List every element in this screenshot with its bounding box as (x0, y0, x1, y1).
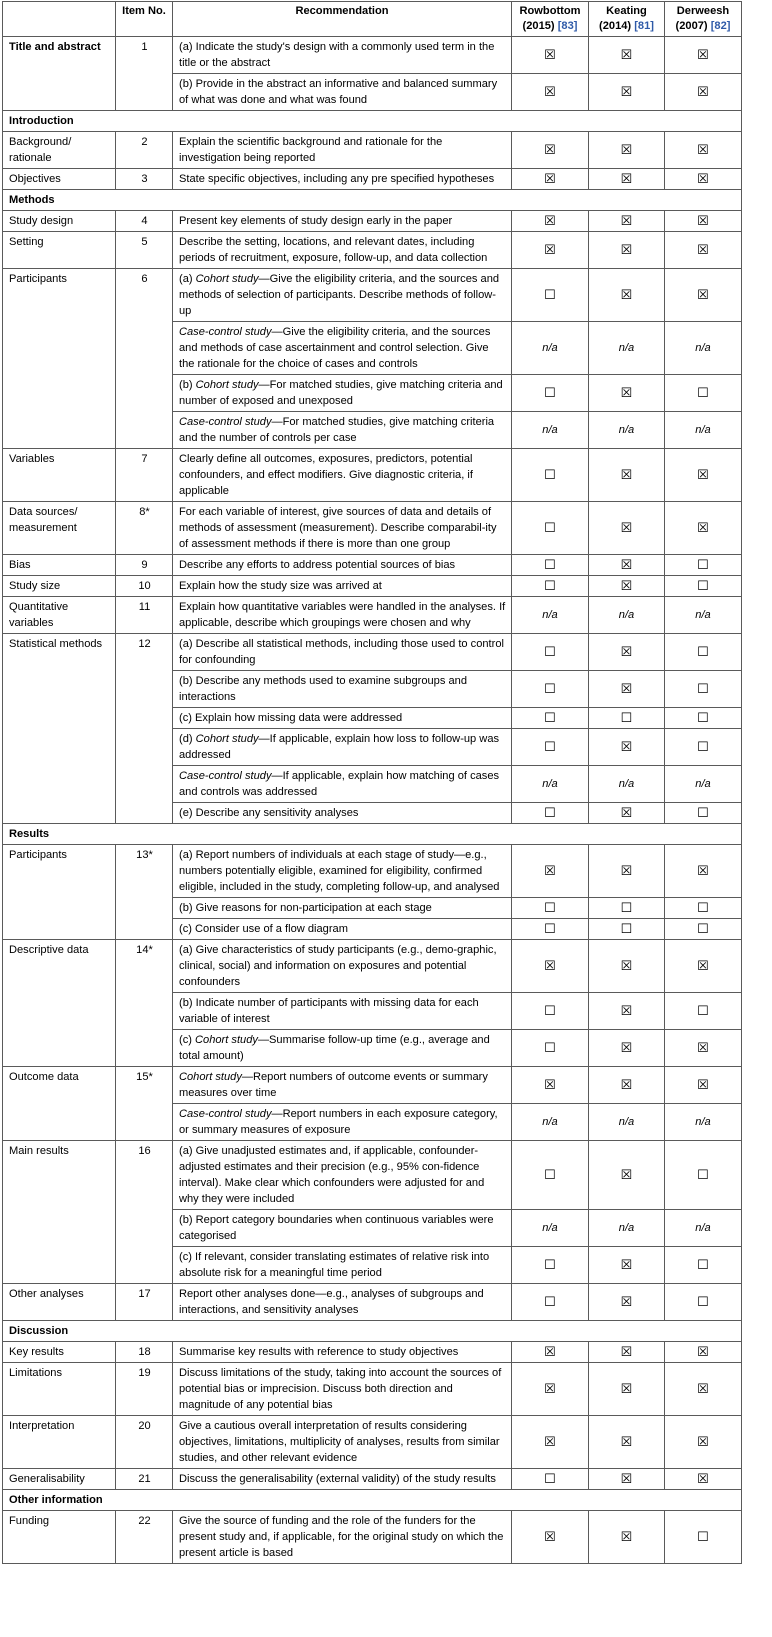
unchecked-box-icon: ☐ (665, 1141, 742, 1210)
recommendation-text: Give a cautious overall interpretation of results considering objectives, limitations, multiplicity of analyses, results from similar studies, and other relevant evidence (173, 1416, 512, 1469)
checked-box-icon: ☒ (665, 211, 742, 232)
not-applicable-mark: n/a (665, 766, 742, 803)
item-name: Key results (3, 1342, 116, 1363)
table-row (3, 132, 742, 169)
recommendation-text: (b) Report category boundaries when continuous variables were categorised (173, 1210, 512, 1247)
item-name: Quantitative variables (3, 597, 116, 634)
item-number: 10 (116, 576, 173, 597)
recommendation-text: (b) Give reasons for non-participation at each stage (173, 898, 512, 919)
unchecked-box-icon: ☐ (665, 898, 742, 919)
recommendation-text: Case-control study—For matched studies, give matching criteria and the number of controls per case (173, 412, 512, 449)
checked-box-icon: ☒ (589, 555, 665, 576)
recommendation-text: Describe any efforts to address potential sources of bias (173, 555, 512, 576)
checked-box-icon: ☒ (589, 1469, 665, 1490)
unchecked-box-icon: ☐ (512, 919, 589, 940)
checked-box-icon: ☒ (589, 1363, 665, 1416)
recommendation-text: (a) Give characteristics of study participants (e.g., demo-graphic, clinical, social) and information on exposures and potential confounders (173, 940, 512, 993)
checked-box-icon: ☒ (665, 1363, 742, 1416)
not-applicable-mark: n/a (665, 322, 742, 375)
recommendation-text: Describe the setting, locations, and relevant dates, including periods of recruitment, exposure, follow-up, and data collection (173, 232, 512, 269)
recommendation-text: (b) Provide in the abstract an informative and balanced summary of what was done and what was found (173, 74, 512, 111)
recommendation-text: (a) Give unadjusted estimates and, if applicable, confounder-adjusted estimates and their precision (e.g., 95% con-fidence interval). Make clear which confounders were adjusted for and why they were included (173, 1141, 512, 1210)
recommendation-text: (a) Describe all statistical methods, including those used to control for confounding (173, 634, 512, 671)
recommendation-text: Discuss the generalisability (external validity) of the study results (173, 1469, 512, 1490)
item-number: 22 (116, 1511, 173, 1564)
unchecked-box-icon: ☐ (512, 1141, 589, 1210)
not-applicable-mark: n/a (589, 1210, 665, 1247)
recommendation-text: Case-control study—Give the eligibility criteria, and the sources and methods of case ascertainment and control selection. Give the rationale for the choice of cases and controls (173, 322, 512, 375)
item-number: 5 (116, 232, 173, 269)
section-header-row (3, 190, 742, 211)
item-number: 9 (116, 555, 173, 576)
table-row (3, 211, 742, 232)
item-name: Generalisability (3, 1469, 116, 1490)
table-row (3, 1284, 742, 1321)
checked-box-icon: ☒ (665, 449, 742, 502)
item-number: 20 (116, 1416, 173, 1469)
checked-box-icon: ☒ (589, 576, 665, 597)
checked-box-icon: ☒ (589, 37, 665, 74)
not-applicable-mark: n/a (512, 1210, 589, 1247)
table-row (3, 1067, 742, 1104)
header-study-rowbottom (512, 2, 589, 37)
checked-box-icon: ☒ (512, 940, 589, 993)
section-header-row (3, 1490, 742, 1511)
not-applicable-mark: n/a (589, 322, 665, 375)
not-applicable-mark: n/a (665, 597, 742, 634)
table-row (3, 845, 742, 898)
section-title: Methods (3, 190, 742, 211)
study-author: Derweesh (676, 5, 730, 17)
recommendation-text: Cohort study—Report numbers of outcome events or summary measures over time (173, 1067, 512, 1104)
table-row (3, 1342, 742, 1363)
unchecked-box-icon: ☐ (512, 1030, 589, 1067)
checked-box-icon: ☒ (589, 1511, 665, 1564)
unchecked-box-icon: ☐ (512, 993, 589, 1030)
table-row (3, 232, 742, 269)
unchecked-box-icon: ☐ (512, 502, 589, 555)
unchecked-box-icon: ☐ (665, 708, 742, 729)
item-number: 8* (116, 502, 173, 555)
item-number: 14* (116, 940, 173, 1067)
checked-box-icon: ☒ (589, 729, 665, 766)
table-row (3, 269, 742, 322)
checked-box-icon: ☒ (589, 449, 665, 502)
unchecked-box-icon: ☐ (665, 1284, 742, 1321)
unchecked-box-icon: ☐ (512, 1469, 589, 1490)
item-number: 6 (116, 269, 173, 449)
header-recommendation: Recommendation (173, 2, 512, 37)
section-title: Other information (3, 1490, 742, 1511)
checked-box-icon: ☒ (589, 132, 665, 169)
not-applicable-mark: n/a (665, 1104, 742, 1141)
table-body (3, 37, 742, 1564)
recommendation-text: Summarise key results with reference to study objectives (173, 1342, 512, 1363)
not-applicable-mark: n/a (512, 597, 589, 634)
item-name: Funding (3, 1511, 116, 1564)
header-study-keating (589, 2, 665, 37)
table-row (3, 576, 742, 597)
unchecked-box-icon: ☐ (512, 729, 589, 766)
checked-box-icon: ☒ (512, 169, 589, 190)
study-author: Keating (606, 5, 647, 17)
unchecked-box-icon: ☐ (512, 634, 589, 671)
section-header-row (3, 111, 742, 132)
checked-box-icon: ☒ (665, 1469, 742, 1490)
item-number: 16 (116, 1141, 173, 1284)
unchecked-box-icon: ☐ (512, 576, 589, 597)
unchecked-box-icon: ☐ (589, 708, 665, 729)
unchecked-box-icon: ☐ (665, 729, 742, 766)
recommendation-text: (a) Indicate the study's design with a commonly used term in the title or the abstract (173, 37, 512, 74)
header-study-derweesh (665, 2, 742, 37)
checked-box-icon: ☒ (665, 1030, 742, 1067)
item-name: Participants (3, 269, 116, 449)
item-number: 3 (116, 169, 173, 190)
study-year: (2007) (675, 20, 708, 32)
checked-box-icon: ☒ (665, 940, 742, 993)
recommendation-text: (d) Cohort study—If applicable, explain how loss to follow-up was addressed (173, 729, 512, 766)
item-number: 11 (116, 597, 173, 634)
checked-box-icon: ☒ (589, 1416, 665, 1469)
header-section (3, 2, 116, 37)
item-number: 15* (116, 1067, 173, 1141)
strobe-checklist-table (2, 1, 742, 1564)
study-year: (2014) (599, 20, 632, 32)
section-title: Results (3, 824, 742, 845)
checked-box-icon: ☒ (512, 74, 589, 111)
study-year: (2015) (522, 20, 555, 32)
unchecked-box-icon: ☐ (512, 375, 589, 412)
item-number: 12 (116, 634, 173, 824)
study-ref-link[interactable]: [82] (710, 20, 731, 32)
item-name: Setting (3, 232, 116, 269)
recommendation-text: Clearly define all outcomes, exposures, predictors, potential confounders, and effect modifiers. Give diagnostic criteria, if applicable (173, 449, 512, 502)
study-ref-link[interactable]: [83] (557, 20, 578, 32)
item-name: Title and abstract (3, 37, 116, 111)
checked-box-icon: ☒ (589, 940, 665, 993)
checked-box-icon: ☒ (665, 132, 742, 169)
table-row (3, 1416, 742, 1469)
checked-box-icon: ☒ (589, 1284, 665, 1321)
not-applicable-mark: n/a (512, 1104, 589, 1141)
item-name: Data sources/ measurement (3, 502, 116, 555)
checked-box-icon: ☒ (512, 37, 589, 74)
recommendation-text: Case-control study—Report numbers in each exposure category, or summary measures of exposure (173, 1104, 512, 1141)
item-name: Variables (3, 449, 116, 502)
checked-box-icon: ☒ (512, 1416, 589, 1469)
table-row (3, 169, 742, 190)
checked-box-icon: ☒ (512, 1363, 589, 1416)
recommendation-text: (a) Report numbers of individuals at each stage of study—e.g., numbers potentially eligible, examined for eligibility, confirmed eligible, included in the study, completing follow-up, and analysed (173, 845, 512, 898)
unchecked-box-icon: ☐ (665, 634, 742, 671)
item-number: 17 (116, 1284, 173, 1321)
section-header-row (3, 1321, 742, 1342)
item-name: Objectives (3, 169, 116, 190)
checked-box-icon: ☒ (665, 502, 742, 555)
checked-box-icon: ☒ (589, 1141, 665, 1210)
checked-box-icon: ☒ (512, 1511, 589, 1564)
recommendation-text: Explain how the study size was arrived at (173, 576, 512, 597)
not-applicable-mark: n/a (589, 766, 665, 803)
unchecked-box-icon: ☐ (512, 555, 589, 576)
checked-box-icon: ☒ (589, 502, 665, 555)
checked-box-icon: ☒ (512, 1342, 589, 1363)
recommendation-text: Discuss limitations of the study, taking into account the sources of potential bias or imprecision. Discuss both direction and magnitude of any potential bias (173, 1363, 512, 1416)
not-applicable-mark: n/a (589, 412, 665, 449)
checked-box-icon: ☒ (589, 845, 665, 898)
item-number: 7 (116, 449, 173, 502)
checked-box-icon: ☒ (589, 1342, 665, 1363)
checked-box-icon: ☒ (589, 634, 665, 671)
table-row (3, 37, 742, 74)
section-title: Discussion (3, 1321, 742, 1342)
table-row (3, 634, 742, 671)
unchecked-box-icon: ☐ (512, 803, 589, 824)
table-row (3, 1363, 742, 1416)
item-name: Bias (3, 555, 116, 576)
checked-box-icon: ☒ (665, 845, 742, 898)
unchecked-box-icon: ☐ (512, 449, 589, 502)
checked-box-icon: ☒ (589, 1030, 665, 1067)
checked-box-icon: ☒ (589, 993, 665, 1030)
item-name: Statistical methods (3, 634, 116, 824)
item-name: Outcome data (3, 1067, 116, 1141)
recommendation-text: Present key elements of study design early in the paper (173, 211, 512, 232)
recommendation-text: State specific objectives, including any pre specified hypotheses (173, 169, 512, 190)
checked-box-icon: ☒ (665, 269, 742, 322)
table-row (3, 449, 742, 502)
item-name: Limitations (3, 1363, 116, 1416)
not-applicable-mark: n/a (589, 597, 665, 634)
table-row (3, 1141, 742, 1210)
checked-box-icon: ☒ (512, 1067, 589, 1104)
checked-box-icon: ☒ (665, 232, 742, 269)
checked-box-icon: ☒ (589, 169, 665, 190)
recommendation-text: Explain how quantitative variables were handled in the analyses. If applicable, describe which groupings were chosen and why (173, 597, 512, 634)
section-header-row (3, 824, 742, 845)
not-applicable-mark: n/a (665, 1210, 742, 1247)
header-row (3, 2, 742, 37)
unchecked-box-icon: ☐ (512, 1247, 589, 1284)
study-ref-link[interactable]: [81] (634, 20, 654, 32)
checked-box-icon: ☒ (589, 232, 665, 269)
recommendation-text: (c) Consider use of a flow diagram (173, 919, 512, 940)
table-row (3, 555, 742, 576)
checked-box-icon: ☒ (665, 169, 742, 190)
checked-box-icon: ☒ (512, 845, 589, 898)
item-name: Descriptive data (3, 940, 116, 1067)
checked-box-icon: ☒ (665, 74, 742, 111)
recommendation-text: (b) Indicate number of participants with missing data for each variable of interest (173, 993, 512, 1030)
checked-box-icon: ☒ (589, 269, 665, 322)
item-number: 1 (116, 37, 173, 111)
study-author: Rowbottom (519, 5, 581, 17)
not-applicable-mark: n/a (589, 1104, 665, 1141)
recommendation-text: Case-control study—If applicable, explain how matching of cases and controls was addressed (173, 766, 512, 803)
recommendation-text: (c) Explain how missing data were addressed (173, 708, 512, 729)
item-name: Participants (3, 845, 116, 940)
item-name: Study design (3, 211, 116, 232)
item-number: 18 (116, 1342, 173, 1363)
recommendation-text: Report other analyses done—e.g., analyses of subgroups and interactions, and sensitivity analyses (173, 1284, 512, 1321)
checked-box-icon: ☒ (512, 232, 589, 269)
recommendation-text: (e) Describe any sensitivity analyses (173, 803, 512, 824)
table-row (3, 940, 742, 993)
item-name: Background/ rationale (3, 132, 116, 169)
recommendation-text: For each variable of interest, give sources of data and details of methods of assessment (measurement). Describe comparabil-ity of assessment methods if there is more than one group (173, 502, 512, 555)
checked-box-icon: ☒ (589, 803, 665, 824)
checked-box-icon: ☒ (512, 132, 589, 169)
checked-box-icon: ☒ (589, 375, 665, 412)
unchecked-box-icon: ☐ (665, 1247, 742, 1284)
recommendation-text: Give the source of funding and the role of the funders for the present study and, if applicable, for the original study on which the present article is based (173, 1511, 512, 1564)
checked-box-icon: ☒ (665, 37, 742, 74)
checked-box-icon: ☒ (589, 211, 665, 232)
unchecked-box-icon: ☐ (512, 1284, 589, 1321)
item-name: Main results (3, 1141, 116, 1284)
item-number: 13* (116, 845, 173, 940)
unchecked-box-icon: ☐ (512, 708, 589, 729)
table-row (3, 1511, 742, 1564)
unchecked-box-icon: ☐ (665, 803, 742, 824)
checked-box-icon: ☒ (589, 74, 665, 111)
header-item-no: Item No. (116, 2, 173, 37)
unchecked-box-icon: ☐ (589, 898, 665, 919)
checked-box-icon: ☒ (589, 1247, 665, 1284)
item-number: 19 (116, 1363, 173, 1416)
unchecked-box-icon: ☐ (665, 576, 742, 597)
table-row (3, 502, 742, 555)
item-name: Study size (3, 576, 116, 597)
not-applicable-mark: n/a (512, 412, 589, 449)
unchecked-box-icon: ☐ (665, 1511, 742, 1564)
checked-box-icon: ☒ (665, 1342, 742, 1363)
recommendation-text: Explain the scientific background and rationale for the investigation being reported (173, 132, 512, 169)
unchecked-box-icon: ☐ (512, 898, 589, 919)
unchecked-box-icon: ☐ (512, 671, 589, 708)
item-number: 4 (116, 211, 173, 232)
not-applicable-mark: n/a (512, 322, 589, 375)
unchecked-box-icon: ☐ (665, 919, 742, 940)
item-number: 2 (116, 132, 173, 169)
item-number: 21 (116, 1469, 173, 1490)
checked-box-icon: ☒ (512, 211, 589, 232)
checked-box-icon: ☒ (665, 1416, 742, 1469)
checked-box-icon: ☒ (665, 1067, 742, 1104)
item-name: Other analyses (3, 1284, 116, 1321)
item-name: Interpretation (3, 1416, 116, 1469)
recommendation-text: (c) Cohort study—Summarise follow-up time (e.g., average and total amount) (173, 1030, 512, 1067)
unchecked-box-icon: ☐ (512, 269, 589, 322)
table-row (3, 1469, 742, 1490)
unchecked-box-icon: ☐ (665, 375, 742, 412)
unchecked-box-icon: ☐ (665, 555, 742, 576)
recommendation-text: (b) Cohort study—For matched studies, give matching criteria and number of exposed and unexposed (173, 375, 512, 412)
recommendation-text: (a) Cohort study—Give the eligibility criteria, and the sources and methods of selection of participants. Describe methods of follow-up (173, 269, 512, 322)
recommendation-text: (c) If relevant, consider translating estimates of relative risk into absolute risk for a meaningful time period (173, 1247, 512, 1284)
not-applicable-mark: n/a (665, 412, 742, 449)
recommendation-text: (b) Describe any methods used to examine subgroups and interactions (173, 671, 512, 708)
not-applicable-mark: n/a (512, 766, 589, 803)
unchecked-box-icon: ☐ (589, 919, 665, 940)
section-title: Introduction (3, 111, 742, 132)
checked-box-icon: ☒ (589, 1067, 665, 1104)
checked-box-icon: ☒ (589, 671, 665, 708)
unchecked-box-icon: ☐ (665, 671, 742, 708)
table-row (3, 597, 742, 634)
unchecked-box-icon: ☐ (665, 993, 742, 1030)
